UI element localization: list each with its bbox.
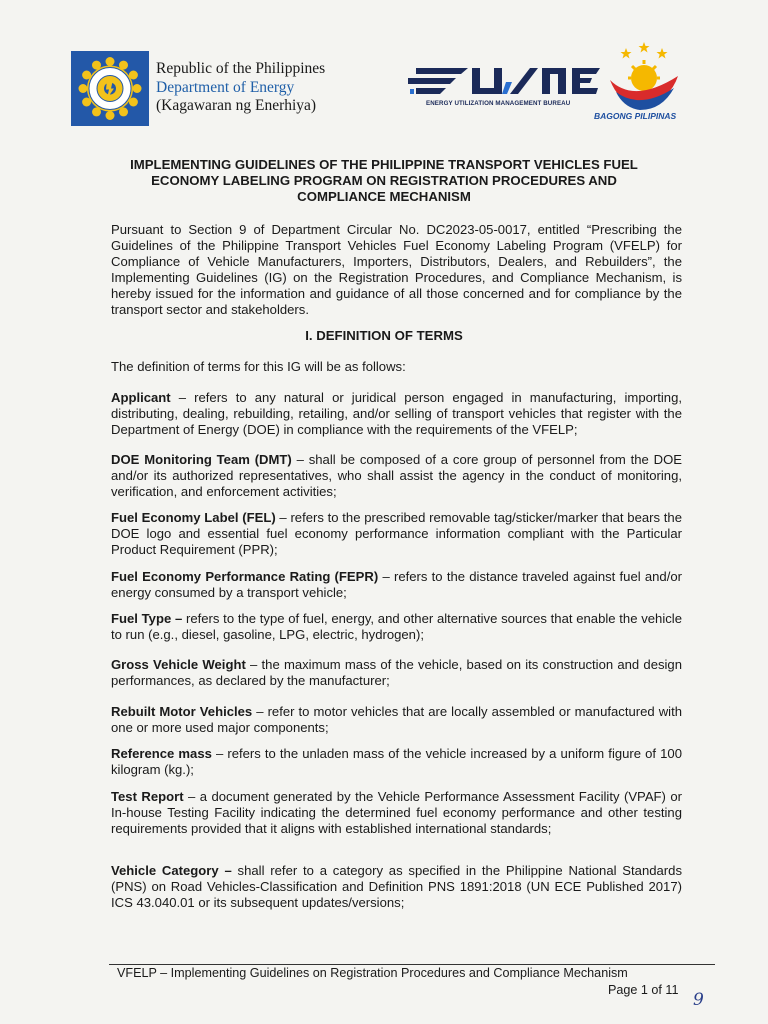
term-rebuilt-motor-vehicles (111, 704, 682, 736)
term-definition: – the maximum mass of the vehicle, based on its construction and design performances, as declared by the manufacturer; (111, 657, 682, 688)
page-number: Page 1 of 11 (608, 983, 679, 997)
term-name: Fuel Type – (111, 611, 183, 626)
term-name: Applicant (111, 390, 171, 405)
title-line-2: ECONOMY LABELING PROGRAM ON REGISTRATION PROCEDURES AND (151, 173, 617, 188)
term-name: Gross Vehicle Weight (111, 657, 246, 672)
term-fepr (111, 569, 682, 601)
bagong-pilipinas-text: BAGONG PILIPINAS (594, 111, 677, 121)
term-definition: – refers to the prescribed removable tag/sticker/marker that bears the DOE logo and essential fuel economy performance information compliant with the Particular Product Requirement (PPR); (111, 510, 682, 557)
section-heading: I. DEFINITION OF TERMS (305, 328, 463, 343)
republic-line: Republic of the Philippines (156, 60, 326, 77)
intro-paragraph: Pursuant to Section 9 of Department Circular No. DC2023-05-0017, entitled “Prescribing the Guidelines of the Philippine Transport Vehicles Fuel Economy Labeling Program (VFELP) for Compliance of Vehicle Manufacturers, Importers, Distributors, Dealers, and Rebuilders”, the Implementing Guidelines (IG) on the Registration Procedures, and Compliance Mechanism, is hereby issued for the information and guidance of all those concerned and for compliance by the transport sector and stakeholders. (111, 222, 682, 317)
document-title (100, 157, 668, 205)
eumb-caption: ENERGY UTILIZATION MANAGEMENT BUREAU (426, 100, 571, 107)
agency-name-block (156, 60, 325, 116)
kagawaran-line: (Kagawaran ng Enerhiya) (156, 97, 317, 114)
term-gross-vehicle-weight (111, 657, 682, 689)
department-line: Department of Energy (156, 78, 295, 96)
term-test-report (111, 789, 682, 837)
term-definition: – refers to the unladen mass of the vehicle increased by a uniform figure of 100 kilogram (kg.); (111, 746, 682, 777)
term-definition: – a document generated by the Vehicle Performance Assessment Facility (VPAF) or In-house Testing Facility indicating the determined fuel economy performance and other testing requirements provided that it aligns with established international standards; (111, 789, 682, 836)
footer-divider (109, 964, 715, 965)
term-definition: – refers to the distance traveled against fuel and/or energy consumed by a transport vehicle; (111, 569, 682, 600)
term-definition: shall refer to a category as specified in the Philippine National Standards (PNS) on Road Vehicles-Classification and Definition PNS 1891:2018 (UN ECE Published 2017) ICS 43.040.01 or its subsequent updates/versions; (111, 863, 682, 910)
term-applicant (111, 390, 682, 438)
handwritten-mark: 9 (693, 990, 704, 1010)
term-name: DOE Monitoring Team (DMT) (111, 452, 292, 467)
term-vehicle-category (111, 863, 682, 911)
doe-seal-logo (71, 51, 149, 126)
term-name: Test Report (111, 789, 184, 804)
term-definition: – refers to any natural or juridical person engaged in manufacturing, importing, distributing, dealing, rebuilding, retailing, and/or selling of transport vehicles that register with the Department of Energy (DOE) in compliance with the requirements of the VFELP; (111, 390, 682, 437)
title-line-3: COMPLIANCE MECHANISM (297, 189, 471, 204)
term-name: Vehicle Category – (111, 863, 232, 878)
term-name: Reference mass (111, 746, 212, 761)
term-definition: – refer to motor vehicles that are locally assembled or manufactured with one or more used major components; (111, 704, 682, 735)
footer-title: VFELP – Implementing Guidelines on Registration Procedures and Compliance Mechanism (117, 966, 628, 980)
term-doe-monitoring-team (111, 452, 682, 500)
term-fuel-type (111, 611, 682, 643)
term-definition: – shall be composed of a core group of personnel from the DOE and/or its authorized representatives, who shall assist the agency in the conduct of monitoring, verification, and enforcement activities; (111, 452, 682, 499)
term-reference-mass (111, 746, 682, 778)
bagong-pilipinas-logo (604, 40, 684, 112)
term-name: Fuel Economy Performance Rating (FEPR) (111, 569, 379, 584)
term-name: Rebuilt Motor Vehicles (111, 704, 253, 719)
term-definition: refers to the type of fuel, energy, and other alternative sources that enable the vehicle to run (e.g., diesel, gasoline, LPG, electric, hydrogen); (111, 611, 682, 642)
title-line-1: IMPLEMENTING GUIDELINES OF THE PHILIPPINE TRANSPORT VEHICLES FUEL (130, 157, 638, 172)
term-name: Fuel Economy Label (FEL) (111, 510, 276, 525)
section-intro: The definition of terms for this IG will be as follows: (111, 359, 406, 374)
term-fuel-economy-label (111, 510, 682, 558)
